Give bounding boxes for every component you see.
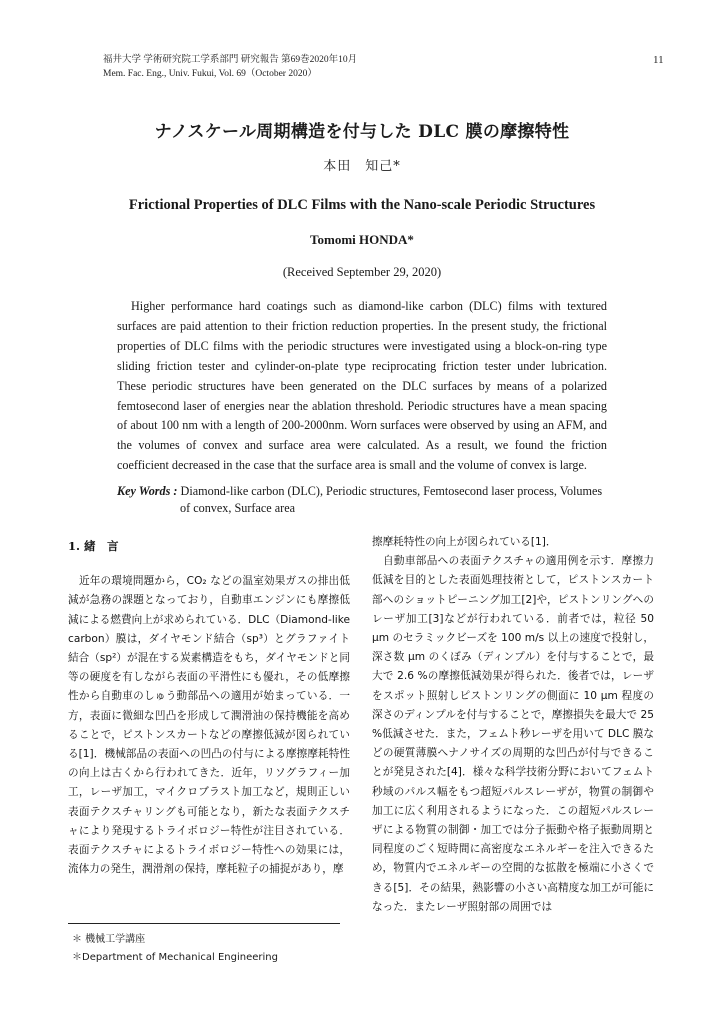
right-column xyxy=(372,533,654,917)
keywords-label: Key Words : xyxy=(117,484,178,498)
keywords xyxy=(117,483,607,517)
paper-title-jp: ナノスケール周期構造を付与した DLC 膜の摩擦特性 xyxy=(154,122,570,142)
body-paragraph: 近年の環境問題から，CO₂ などの温室効果ガスの排出低減が急務の課題となっており，自動車エンジンにも摩擦低減による燃費向上が求められている．DLC（Diamond-like carbon）膜は，ダイヤモンド結合（sp³）とグラファイト結合（sp²）が混在する炭素構造をもち，ダイヤモンドと同等の硬度を有しながら表面の平滑性にも優れ，その低摩擦性から自動車のしゅう動部品への適用が始まっている．一方，表面に微細な凹凸を形成して潤滑油の保持機能を高めることで，ピストンスカートなどの摩擦低減が図られている[1]．機械部品の表面への凹凸の付与による摩擦摩耗特性の向上は古くから行われてきた．近年，リソグラフィー加工，レーザ加工，マイクロブラスト加工など，規則正しい表面テクスチャリングも可能となり，新たな表面テクスチャにより発現するトライボロジー特性が注目されている．表面テクスチャによるトライボロジー特性への効果には，流体力の発生，潤滑剤の保持，摩耗粒子の捕捉があり，摩 xyxy=(68,575,350,876)
body-paragraph: 自動車部品への表面テクスチャの適用例を示す．摩擦力低減を目的とした表面処理技術として，ピストンスカート部へのショットピーニング加工[2]や，ピストンリングへのレーザ加工[3]などが行われている．前者では，粒径 50 µm のセラミックビーズを 100 m/s 以上の速度で投射し，深さ数 µm のくぼみ（ディンプル）を付与することで，最大で 2.6 %の摩擦低減効果が得られた．後者では，レーザをスポット照射しピストンリングの側面に 10 µm 程度の深さのディンプルを付与することで，摩擦損失を最大で 25 %低減させた．また，フェムト秒レーザを用いて DLC 膜などの硬質薄膜へナノサイズの周期的な凹凸が付与できることが発見された[4]．様々な科学技術分野においてフェムト秒域のパルス幅をもつ超短パルスレーザが，物質の制御や加工に広く利用されるようになった．この超短パルスレーザによる物質の制御・加工では分子振動や格子振動周期と同程度のごく短時間に高密度なエネルギーを注入できるため，物質内でエネルギーの空間的な拡散を極端に小さくできる[5]．その結果，熱影響の小さい高精度な加工が可能になった．またレーザ照射部の周囲では xyxy=(372,555,654,913)
abstract: Higher performance hard coatings such as diamond-like carbon (DLC) films with textured surfaces are paid attention to their friction reduction properties. In the present study, the frictional properties of DLC films with the periodic structures were investigated using a block-on-ring type sliding friction tester and cylinder-on-plate type reciprocating friction tester under lubrication. These periodic structures have been generated on the DLC surfaces by means of a polarized femtosecond laser of energies near the ablation threshold. Periodic structures have a mean spacing of about 100 nm with a length of 200-2000nm. Worn surfaces were observed by using an AFM, and the volumes of convex and surface area were calculated. As a result, we found the friction coefficient decreased in the case that the surface area is small and the volume of convex is large. xyxy=(117,299,607,473)
page-number: 11 xyxy=(653,54,664,66)
footnote-jp: ＊ 機械工学講座 xyxy=(72,934,146,945)
journal-header-jp: 福井大学 学術研究院工学系部門 研究報告 第69巻2020年10月 xyxy=(103,55,358,65)
journal-header-en: Mem. Fac. Eng., Univ. Fukui, Vol. 69（October 2020） xyxy=(103,69,317,79)
body-paragraph-continued: 擦摩耗特性の向上が図られている[1]． xyxy=(372,536,557,548)
paper-title-en: Frictional Properties of DLC Films with the Nano-scale Periodic Structures xyxy=(128,197,596,213)
keywords-line1: Diamond-like carbon (DLC), Periodic structures, Femtosecond laser process, Volumes xyxy=(180,484,603,498)
left-column xyxy=(68,537,350,879)
section-heading: 1. 緒 言 xyxy=(68,539,119,553)
author-en: Tomomi HONDA* xyxy=(310,232,414,247)
keywords-line2: of convex, Surface area xyxy=(180,501,296,515)
author-jp: 本田 知己* xyxy=(323,159,401,174)
footnote-divider xyxy=(68,923,340,924)
footnote-en: ＊Department of Mechanical Engineering xyxy=(72,952,278,963)
received-date: (Received September 29, 2020) xyxy=(282,265,442,279)
